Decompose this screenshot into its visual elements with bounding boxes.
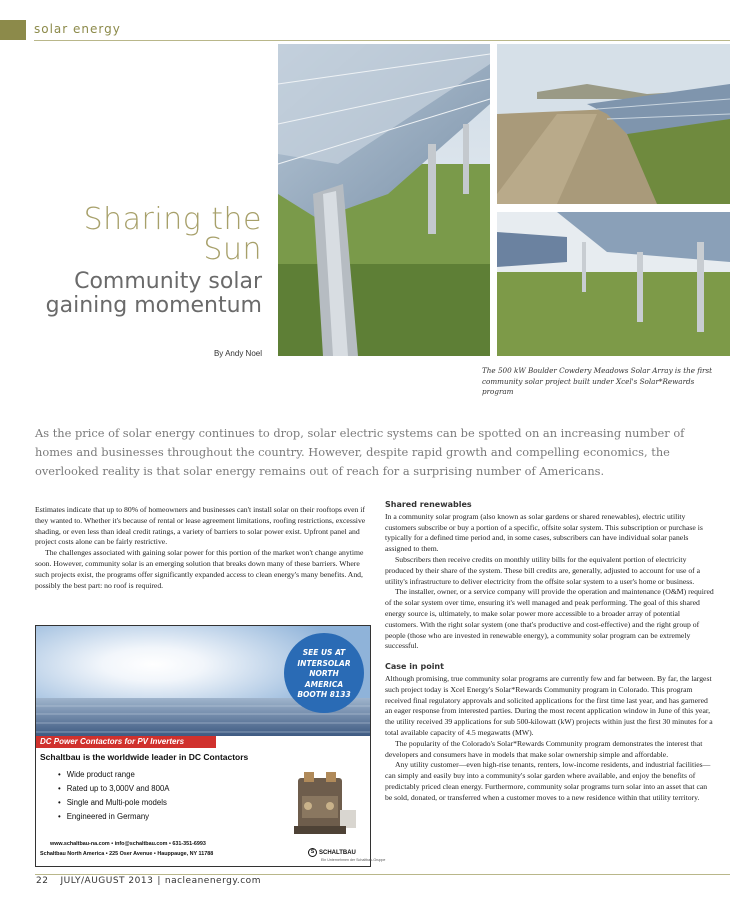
- article-title: Sharing the Sun: [83, 202, 262, 267]
- body-paragraph: Any utility customer—even high-rise tenants, renters, low-income residents, and industrial facilities—can simply and easily buy into a community's solar garden where available, and enjoy the benefits of predictably priced clean energy. Furthermore, community solar programs turn solar into an asset that can be sold, donated, or transferred when a customer moves to a new residence within that utility territory.: [385, 760, 711, 802]
- body-paragraph: Estimates indicate that up to 80% of homeowners and businesses can't install solar on their rooftops even if they wanted to. Whether it's because of rental or lease agreement limitations, roofing restrictions, excessive shading, or even less than ideal credit ratings, a variety of barriers to solar power exist. Upfront panel and project costs alone can be fairly restrictive.: [35, 505, 366, 547]
- body-paragraph: Although promising, true community solar programs are currently few and far between. By far, the largest such project today is Xcel Energy's Solar*Rewards Community program in Colorado. This program received final regulatory approvals and solicited applications for the first time last year, and has garnered an eager response from interested parties. During the most recent application window in June of this year, the utility received 39 applications for sub 500-kilowatt (kW) projects within just the first 30 minutes for a total available capacity of 4.5 megawatts (MW).: [385, 673, 713, 737]
- body-paragraph: In a community solar program (also known as solar gardens or shared renewables), electric utility customers subscribe or buy a portion of a specific, offsite solar system. This subscription or purchase is typically for a defined time period and, in some cases, subscribers can have individual solar panels assigned to them.: [385, 511, 703, 554]
- booth-line: SEE US AT: [302, 648, 346, 657]
- body-paragraph: The challenges associated with gaining solar power for this portion of the market won't change anytime soon. However, community solar is an emerging solution that breaks down many of these barriers. Where such projects exist, the programs offer significantly expanded access to clean energy's many benefits. And, possibly the best part: no roof is required.: [35, 548, 364, 590]
- article-subtitle: Community solar gaining momentum: [45, 269, 262, 318]
- schaltbau-logo-icon: S: [308, 848, 317, 857]
- section-heading: Shared renewables: [385, 500, 472, 509]
- footer-separator: |: [157, 876, 161, 886]
- booth-line: BOOTH 8133: [297, 690, 351, 699]
- ad-headline: Schaltbau is the worldwide leader in DC Contactors: [40, 752, 249, 762]
- section-heading: Case in point: [385, 662, 444, 672]
- schaltbau-logo-text: SCHALTBAU: [319, 850, 356, 857]
- photo-caption: The 500 kW Boulder Cowdery Meadows Solar Array is the first community solar project built under Xcel's Solar*Rewards program: [482, 366, 713, 396]
- ad-banner-text: DC Power Contactors for PV Inverters: [40, 737, 185, 746]
- article-intro: As the price of solar energy continues to drop, solar electric systems can be spotted on an increasing number of homes and businesses throughout the country. However, despite rapid growth and compelling economics, the overlooked reality is that solar energy remains out of reach for a surprising number of Americans.: [35, 426, 685, 478]
- publication-site[interactable]: nacleanenergy.com: [164, 876, 261, 886]
- ad-feature-list: [58, 768, 169, 824]
- solar-array-closeup-photo: [278, 44, 490, 356]
- left-column: [35, 505, 375, 591]
- ad-contact-web[interactable]: www.schaltbau-na.com • info@schaltbau.com • 631-351-6993: [50, 841, 206, 847]
- ad-contact-address: Schaltbau North America • 225 Oser Avenue • Hauppauge, NY 11788: [40, 851, 214, 857]
- ad-feature-item: • Engineered in Germany: [58, 810, 169, 824]
- dc-contactor-product-image: [284, 766, 364, 844]
- right-column: [385, 500, 715, 804]
- byline: By Andy Noel: [213, 349, 262, 358]
- booth-callout-badge: [283, 632, 365, 714]
- schaltbau-advertisement[interactable]: [35, 625, 386, 867]
- footer-rule: [35, 874, 730, 875]
- ad-feature-item: • Wide product range: [58, 768, 169, 782]
- solar-array-field-photo: [497, 44, 730, 204]
- header-rule: [34, 40, 730, 41]
- solar-panel-supports-photo: [497, 212, 730, 356]
- ad-feature-item: • Single and Multi-pole models: [58, 796, 169, 810]
- schaltbau-logo: [308, 848, 356, 857]
- body-paragraph: Subscribers then receive credits on monthly utility bills for the equivalent portion of electricity produced by their share of the system. These bill credits are, generally, adjusted to account for use of a utility's infrastructure to deliver electricity from the offsite solar system to a user's home or business.: [385, 554, 701, 586]
- ad-feature-item: • Rated up to 3,000V and 800A: [58, 782, 169, 796]
- ad-red-banner: [36, 736, 216, 748]
- schaltbau-tagline: Ein Unternehmen der Schaltbau-Gruppe: [321, 858, 386, 862]
- booth-line: INTERSOLAR: [297, 658, 351, 668]
- body-paragraph: The popularity of the Colorado's Solar*Rewards Community program demonstrates the interest that developers and consumers have in models that make solar ownership simple and affordable.: [385, 738, 703, 759]
- section-label: solar energy: [34, 22, 121, 36]
- page-footer: [36, 876, 261, 886]
- section-tab-marker: [0, 20, 26, 40]
- booth-line: NORTH AMERICA: [304, 669, 344, 689]
- body-paragraph: The installer, owner, or a service company will provide the operation and maintenance (O&M) required of the solar system over time, ensuring it's well managed and peak performing. The goal of this shared energy source is, ultimately, to make solar power more accessible to a broader array of potential customers. With the right solar system (one that's productive and cost-effective) and the right group of people (those who are invested in renewable energy), a community solar program can be extremely successful.: [385, 587, 714, 651]
- issue-date: JULY/AUGUST 2013: [60, 876, 154, 886]
- page-number: 22: [36, 876, 49, 886]
